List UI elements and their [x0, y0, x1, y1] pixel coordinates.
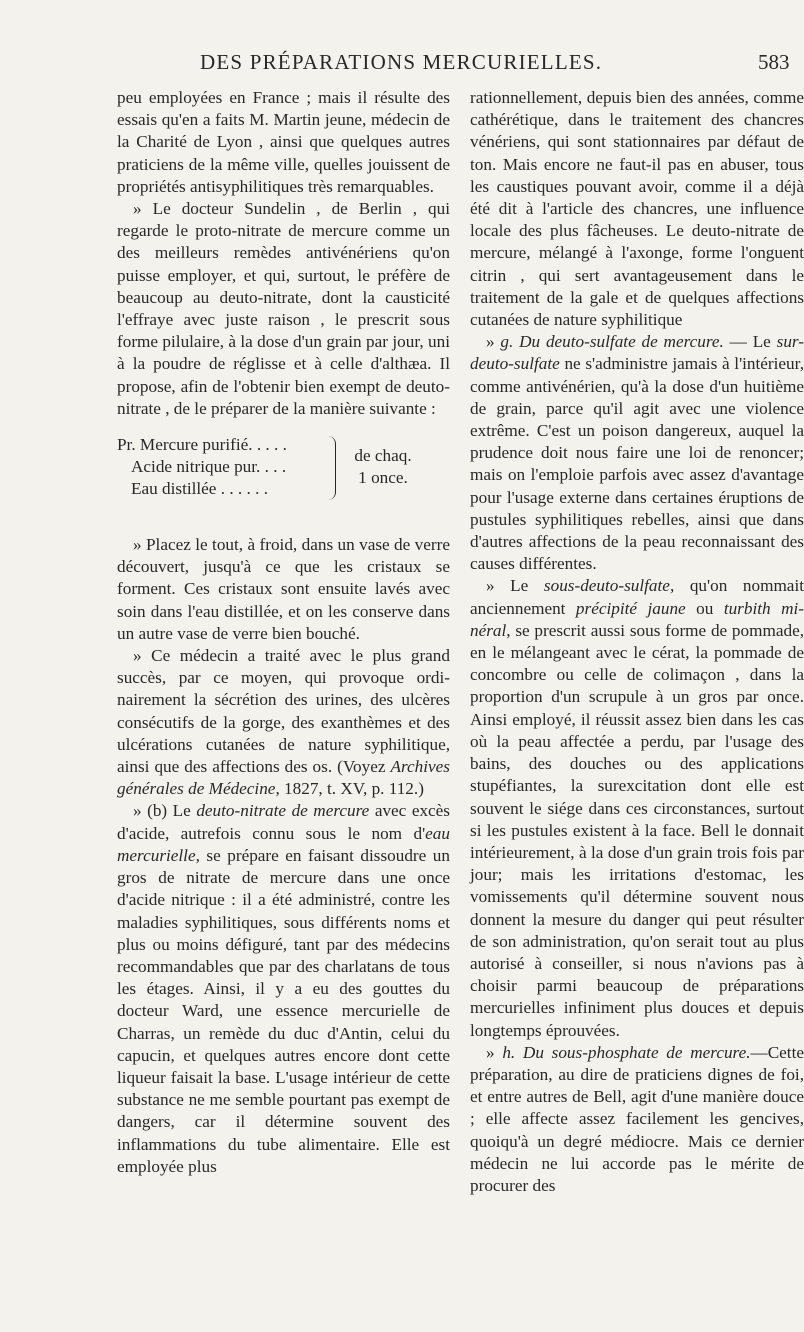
term: précipité jaune — [575, 598, 686, 618]
formula-ingredient: Eau distillée . . . . . . — [131, 479, 268, 499]
text-run: avec excès d'acide, autrefois connu sous le nom d' — [117, 801, 450, 843]
term: eau mercurielle — [117, 823, 450, 865]
paragraph — [117, 800, 450, 1177]
text-run: — Le — [723, 332, 777, 352]
formula-ingredient: Acide nitrique pur. . . . — [131, 457, 287, 477]
left-column — [117, 87, 450, 1178]
text-run: , qu'on nommait anciennement — [470, 576, 804, 618]
right-column — [470, 87, 804, 1197]
paragraph — [470, 575, 804, 1041]
term: sous-deuto-sulfate — [543, 576, 670, 596]
paragraph: peu employées en France ; mais il résulte des essais qu'en a faits M. Martin jeune, médecin de la Charité de Lyon , ainsi que quelques autres praticiens de la même ville, quelles jouissent de propriétés antisyphilitiques très remarquables. — [117, 88, 450, 196]
text-run: —Cette préparation, au dire de praticiens dignes de foi, et entre autres de Bell, agit d'une manière douce ; elle affecte assez facilement les gencives, quoiqu'à un degré médiocre. Mais ce dernier médecin ne lui accorde pas le mérite de procurer des — [470, 1042, 804, 1195]
term: deuto-nitrate de mercure — [196, 801, 370, 821]
paragraph — [470, 331, 804, 575]
paragraph — [470, 1042, 804, 1197]
text-run: » Ce médecin a traité avec le plus grand succès, par ce moyen, qui provoque ordinairement la sécrétion des urines, des ulcères consécutifs de la gorge, des exanthèmes et des ulcérations cutanées de nature syphilitique, ainsi que des affections des os. (Voyez — [117, 646, 450, 777]
journal-title: Archives générales de Médecine — [117, 757, 450, 799]
page-number: 583 — [758, 50, 790, 74]
running-title: DES PRÉPARATIONS MERCURIELLES. — [200, 50, 603, 74]
text-run: » Le — [486, 576, 544, 596]
text-run: , 1827, t. XV, p. 112.) — [275, 779, 424, 799]
text-run: » (b) Le — [133, 801, 197, 821]
paragraph: » Placez le tout, à froid, dans un vase de verre découvert, jusqu'à ce que les cristaux se forment. Ces cristaux sont ensuite lavés avec soin dans l'eau distillée, et on les conserve dans un autre vase de verre bien bouché. — [117, 535, 450, 643]
brace-icon — [325, 436, 336, 500]
dose-line: de chaq. — [354, 446, 412, 466]
prescription-formula — [117, 434, 450, 526]
paragraph: rationnellement, depuis bien des années, comme cathérétique, dans le traitement des chancres vénériens, qui sont stationnaires par défaut de ton. Mais encore ne faut-il pas en abuser, tous les caustiques pouvant avoir, comme il a déjà été dit à l'article des chancres, une influence locale des plus fâcheuses. Le deuto-nitrate de mercure, mélangé à l'axonge, forme l'onguent citrin , qui sert avantageusement dans le traitement de la gale et de quelques affections cutanées de nature syphilitique — [470, 88, 804, 330]
paragraph: » Le docteur Sundelin , de Berlin , qui regarde le proto-nitrate de mercure comme un des meilleurs remèdes antivénériens qu'on puisse employer, et qui, surtout, le préfère de beaucoup au deuto-nitrate, dont la causticité l'effraye avec juste raison , le prescrit sous forme pilulaire, à la dose d'un grain par jour, uni à la poudre de réglisse et à celle d'althæa. Il propose, afin de l'obtenir bien exempt de deuto-nitrate , de le préparer de la manière suivante : — [117, 199, 450, 418]
text-run: » — [486, 332, 501, 352]
paragraph — [117, 645, 450, 800]
formula-dose — [343, 445, 423, 489]
term: turbith minéral — [470, 598, 804, 640]
text-run: ne s'administre jamais à l'intérieur, comme antivénérien, qu'à la dose d'un huitième de grain, parce qu'il agit avec une violence extrême. C'est un poison dangereux, auquel la prudence doit nous faire une loi de renoncer; mais on l'emploie parfois avec assez d'avantage pour l'usage externe dans certaines éruptions de pustules syphilitiques rebelles, ainsi que dans d'autres affections de la peau reconnaissant des causes différentes. — [470, 354, 804, 574]
text-run: » — [486, 1042, 503, 1062]
dose-line: 1 once. — [358, 468, 408, 488]
formula-ingredient: Pr. Mercure purifié. . . . . — [117, 435, 287, 455]
text-run: , se prépare en faisant dissoudre un gros de nitrate de mercure dans une once d'acide nitrique : il a été administré, contre les maladies syphilitiques, sous différents noms et plus ou moins défiguré, tant par des médecins recommandables que par des charlatans de tous les étages. Ainsi, il y a eu des gouttes du docteur Ward, une essence mercurielle de Charras, un remède du duc d'Antin, celui du capucin, et quelques autres encore dont cette liqueur faisait la base. L'usage intérieur de cette substance ne me semble pourtant pas exempt de dangers, car il détermine souvent des inflammations du tube alimentaire. Elle est employée plus — [117, 845, 450, 1176]
section-heading: g. Du deuto-sulfate de mercure. — [500, 332, 724, 352]
text-run: ou — [685, 598, 724, 618]
section-heading: h. Du sous-phosphate de mercure. — [502, 1042, 751, 1062]
text-run: , se prescrit aussi sous forme de pommade, en le mélangeant avec le cérat, la pommade de concombre ou celle de colimaçon , dans la proportion d'un scrupule à un gros par once. Ainsi employé, il réussit assez bien dans les cas où la peau affectée a perdu, par l'usage des bains, des douches ou des applications stupéfiantes, la surexcitation dont elle est souvent le siége dans ces circonstances, surtout si les pustules existent à la face. Bell le donnait intérieurement, à la dose d'un grain trois fois par jour; mais les irritations d'estomac, les vomissements qu'il détermine souvent nous donnent la mesure du danger qui peut résulter de son administration, qu'on serait tout au plus autorisé à conseiller, si nous n'avions pas à choisir parmi beaucoup de préparations mercurielles infiniment plus douces et depuis longtemps éprouvées. — [470, 620, 804, 1040]
term: sur-deuto-sulfate — [470, 332, 804, 374]
page-header — [0, 50, 800, 80]
